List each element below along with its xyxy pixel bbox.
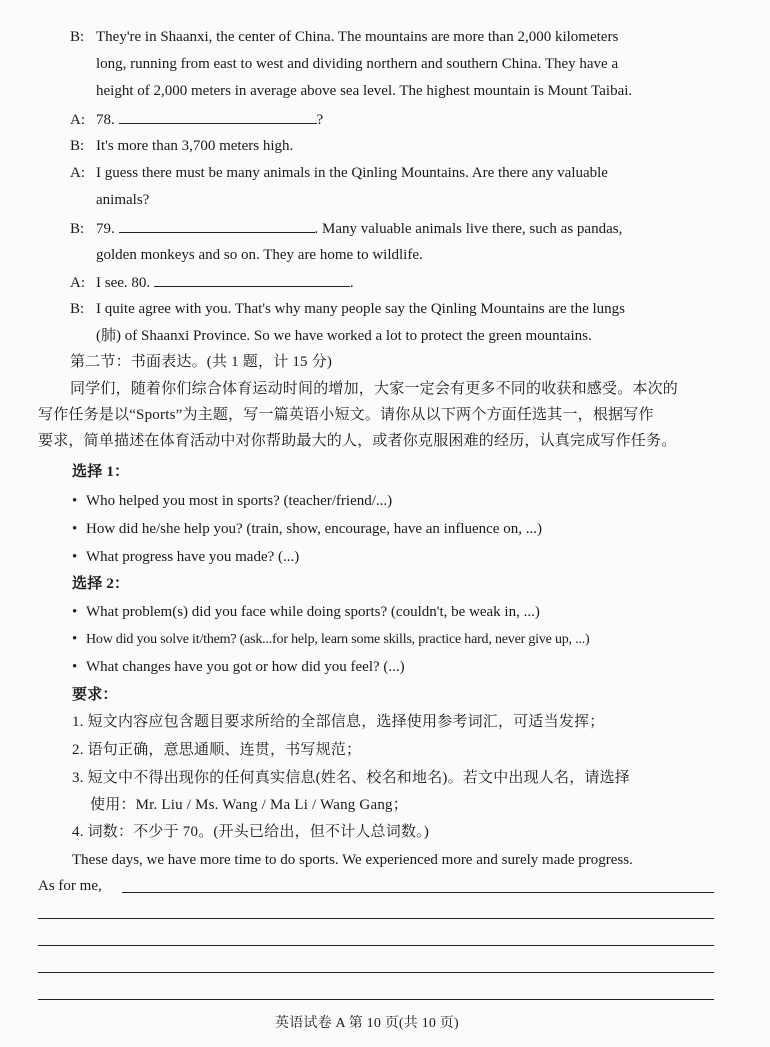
speaker-label: A: [70,165,85,181]
writing-line[interactable] [38,999,714,1000]
requirement-4: 4. 词数：不少于 70。(开头已给出，但不计人总词数。) [72,824,430,840]
bullet-icon: • [72,659,78,675]
bullet-icon: • [72,493,78,509]
speaker-label: B: [70,301,85,317]
dialogue-a2-line2: animals? [96,192,150,208]
dialogue-a1-line [70,109,323,130]
bullet-icon: • [72,549,78,565]
dialogue-b1-line3: height of 2,000 meters in average above sea level. The highest mountain is Mount Taibai. [96,83,633,99]
punctuation: ? [316,112,324,128]
requirement-1: 1. 短文内容应包含题目要求所给的全部信息，选择使用参考词汇，可适当发挥； [72,714,605,730]
page-footer: 英语试卷 A 第 10 页(共 10 页) [275,1016,459,1031]
bullet-icon: • [72,604,78,620]
dialogue-text: I quite agree with you. That's why many people say the Qinling Mountains are the lungs [96,301,625,317]
dialogue-b2-line [70,136,293,156]
question-number-80: I see. 80. [96,275,151,291]
writing-line[interactable] [38,945,714,946]
question-number-78: 78. [96,112,115,128]
bullet-icon: • [72,521,78,537]
dialogue-text: It's more than 3,700 meters high. [96,138,294,154]
dialogue-b3-line1 [70,218,622,239]
requirement-2: 2. 语句正确，意思通顺、连贯，书写规范； [72,742,362,758]
speaker-label: A: [70,112,85,128]
choice2-item [72,602,540,622]
dialogue-a2-line1 [70,163,608,183]
dialogue-text: . Many valuable animals live there, such as pandas, [314,221,623,237]
choice2-title: 选择 2： [72,576,130,592]
intro-line1: 同学们，随着你们综合体育运动时间的增加，大家一定会有更多不同的收获和感受。本次的 [70,381,679,397]
requirement-3-line2: 使用：Mr. Liu / Ms. Wang / Ma Li / Wang Gang； [90,797,408,813]
writing-line[interactable] [122,892,714,893]
choice1-item [72,547,299,567]
answer-blank-78[interactable] [119,109,317,124]
speaker-label: B: [70,221,85,237]
choice-text: How did you solve it/them? (ask...for help, learn some skills, practice hard, never give up, ...) [86,632,590,647]
choice-text: What changes have you got or how did you feel? (...) [86,659,405,675]
punctuation: . [349,275,354,291]
opening-line1: These days, we have more time to do sports. We experienced more and surely made progress. [72,852,633,868]
section-heading: 第二节：书面表达。(共 1 题，计 15 分) [70,354,333,370]
speaker-label: B: [70,29,85,45]
speaker-label: A: [70,275,85,291]
choice1-title: 选择 1： [72,464,130,480]
dialogue-text: I guess there must be many animals in the Qinling Mountains. Are there any valuable [96,165,608,181]
choice2-item [72,629,590,650]
choice-text: What progress have you made? (...) [86,549,300,565]
choice2-item [72,657,405,677]
intro-line2: 写作任务是以“Sports”为主题，写一篇英语小短文。请你从以下两个方面任选其一，根据写作 [38,407,654,423]
dialogue-a3-line [70,272,354,293]
question-number-79: 79. [96,221,115,237]
dialogue-b3-line2: golden monkeys and so on. They are home to wildlife. [96,247,423,263]
requirements-title: 要求： [72,687,118,703]
dialogue-b1-line2: long, running from east to west and dividing northern and southern China. They have a [96,56,619,72]
choice-text: How did he/she help you? (train, show, encourage, have an influence on, ...) [86,521,542,537]
choice-text: Who helped you most in sports? (teacher/friend/...) [86,493,393,509]
dialogue-text: They're in Shaanxi, the center of China. The mountains are more than 2,000 kilometers [96,29,619,45]
bullet-icon: • [72,631,78,647]
intro-line3: 要求，简单描述在体育活动中对你帮助最大的人，或者你克服困难的经历，认真完成写作任务。 [38,433,677,449]
requirement-3-line1: 3. 短文中不得出现你的任何真实信息(姓名、校名和地名)。若文中出现人名，请选择 [72,770,630,786]
dialogue-b4-line2: (肺) of Shaanxi Province. So we have worked a lot to protect the green mountains. [96,328,592,344]
speaker-label: B: [70,138,85,154]
answer-blank-79[interactable] [119,218,315,233]
answer-blank-80[interactable] [154,272,350,287]
dialogue-b1-line1 [70,27,618,47]
writing-line[interactable] [38,972,714,973]
opening-line2: As for me, [38,878,102,894]
dialogue-b4-line1 [70,299,625,319]
choice-text: What problem(s) did you face while doing sports? (couldn't, be weak in, ...) [86,604,540,620]
writing-line[interactable] [38,918,714,919]
choice1-item [72,491,392,511]
choice1-item [72,519,542,539]
